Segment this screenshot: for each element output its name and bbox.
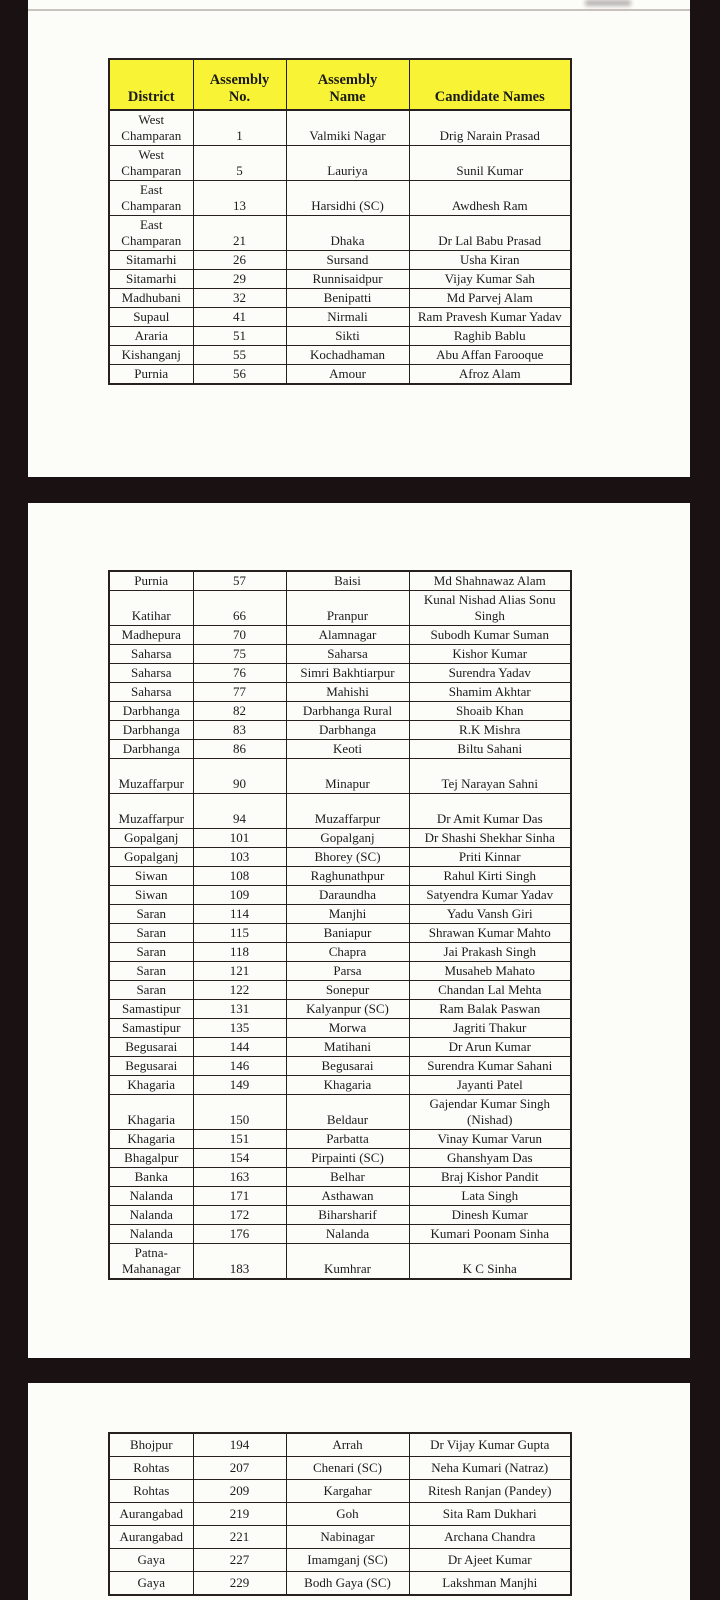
district-cell: Nalanda	[109, 1206, 193, 1225]
district-cell: Rohtas	[109, 1457, 193, 1480]
assembly-cell: Alamnagar	[286, 626, 409, 645]
no-cell: 82	[193, 702, 286, 721]
table-row	[109, 1168, 571, 1187]
assembly-cell: Parbatta	[286, 1130, 409, 1149]
assembly-cell: Raghunathpur	[286, 867, 409, 886]
assembly-cell: Lauriya	[286, 146, 409, 181]
no-cell: 101	[193, 829, 286, 848]
candidate-cell: Shoaib Khan	[409, 702, 571, 721]
no-cell: 70	[193, 626, 286, 645]
no-cell: 51	[193, 327, 286, 346]
assembly-cell: Begusarai	[286, 1057, 409, 1076]
assembly-cell: Arrah	[286, 1433, 409, 1457]
assembly-cell: Dhaka	[286, 216, 409, 251]
district-cell: Muzaffarpur	[109, 794, 193, 829]
district-cell: Saran	[109, 905, 193, 924]
district-cell: Aurangabad	[109, 1503, 193, 1526]
table-row	[109, 1019, 571, 1038]
assembly-cell: Bodh Gaya (SC)	[286, 1572, 409, 1596]
candidate-cell: Usha Kiran	[409, 251, 571, 270]
assembly-cell: Nirmali	[286, 308, 409, 327]
table-row	[109, 1457, 571, 1480]
table-row	[109, 867, 571, 886]
candidate-cell: Jagriti Thakur	[409, 1019, 571, 1038]
no-cell: 183	[193, 1244, 286, 1280]
assembly-cell: Runnisaidpur	[286, 270, 409, 289]
no-cell: 171	[193, 1187, 286, 1206]
district-cell: Muzaffarpur	[109, 759, 193, 794]
assembly-cell: Minapur	[286, 759, 409, 794]
candidate-cell: Surendra Kumar Sahani	[409, 1057, 571, 1076]
assembly-cell: Chenari (SC)	[286, 1457, 409, 1480]
table-row	[109, 1130, 571, 1149]
district-cell: Darbhanga	[109, 702, 193, 721]
assembly-cell: Kumhrar	[286, 1244, 409, 1280]
assembly-cell: Parsa	[286, 962, 409, 981]
table-row	[109, 110, 571, 146]
no-cell: 76	[193, 664, 286, 683]
no-cell: 150	[193, 1095, 286, 1130]
district-cell: Gaya	[109, 1549, 193, 1572]
candidate-cell: Dr Shashi Shekhar Sinha	[409, 829, 571, 848]
table-row	[109, 146, 571, 181]
assembly-cell: Mahishi	[286, 683, 409, 702]
candidate-cell: Lakshman Manjhi	[409, 1572, 571, 1596]
assembly-cell: Harsidhi (SC)	[286, 181, 409, 216]
candidate-cell: Awdhesh Ram	[409, 181, 571, 216]
candidate-cell: Dr Arun Kumar	[409, 1038, 571, 1057]
assembly-cell: Saharsa	[286, 645, 409, 664]
no-cell: 77	[193, 683, 286, 702]
header-assembly-no: Assembly No.	[193, 59, 286, 110]
no-cell: 94	[193, 794, 286, 829]
district-cell: Nalanda	[109, 1187, 193, 1206]
no-cell: 75	[193, 645, 286, 664]
no-cell: 121	[193, 962, 286, 981]
candidates-table-page-1	[108, 58, 572, 385]
cropped-text-fragment	[585, 0, 631, 6]
no-cell: 227	[193, 1549, 286, 1572]
no-cell: 108	[193, 867, 286, 886]
candidate-cell: Abu Affan Farooque	[409, 346, 571, 365]
no-cell: 146	[193, 1057, 286, 1076]
no-cell: 13	[193, 181, 286, 216]
candidate-cell: Sita Ram Dukhari	[409, 1503, 571, 1526]
candidate-cell: Dr Vijay Kumar Gupta	[409, 1433, 571, 1457]
table-row	[109, 1206, 571, 1225]
table-row	[109, 848, 571, 867]
assembly-cell: Goh	[286, 1503, 409, 1526]
assembly-cell: Manjhi	[286, 905, 409, 924]
assembly-cell: Keoti	[286, 740, 409, 759]
candidate-cell: Neha Kumari (Natraz)	[409, 1457, 571, 1480]
no-cell: 176	[193, 1225, 286, 1244]
candidate-cell: K C Sinha	[409, 1244, 571, 1280]
candidate-cell: Ghanshyam Das	[409, 1149, 571, 1168]
assembly-cell: Bhorey (SC)	[286, 848, 409, 867]
assembly-cell: Morwa	[286, 1019, 409, 1038]
assembly-cell: Valmiki Nagar	[286, 110, 409, 146]
no-cell: 115	[193, 924, 286, 943]
no-cell: 194	[193, 1433, 286, 1457]
document-page-3	[28, 1383, 690, 1600]
assembly-cell: Simri Bakhtiarpur	[286, 664, 409, 683]
table-row	[109, 886, 571, 905]
district-cell: Saran	[109, 962, 193, 981]
candidate-cell: Tej Narayan Sahni	[409, 759, 571, 794]
district-cell: Aurangabad	[109, 1526, 193, 1549]
assembly-cell: Pirpainti (SC)	[286, 1149, 409, 1168]
assembly-cell: Daraundha	[286, 886, 409, 905]
assembly-cell: Benipatti	[286, 289, 409, 308]
district-cell: Bhojpur	[109, 1433, 193, 1457]
candidate-cell: Dr Lal Babu Prasad	[409, 216, 571, 251]
no-cell: 219	[193, 1503, 286, 1526]
district-cell: West Champaran	[109, 146, 193, 181]
no-cell: 135	[193, 1019, 286, 1038]
assembly-cell: Kargahar	[286, 1480, 409, 1503]
district-cell: Saharsa	[109, 645, 193, 664]
candidate-cell: Ram Pravesh Kumar Yadav	[409, 308, 571, 327]
table-row	[109, 1095, 571, 1130]
table-row	[109, 216, 571, 251]
candidate-cell: Jai Prakash Singh	[409, 943, 571, 962]
district-cell: Begusarai	[109, 1038, 193, 1057]
table-row	[109, 365, 571, 385]
assembly-cell: Muzaffarpur	[286, 794, 409, 829]
assembly-cell: Sursand	[286, 251, 409, 270]
candidates-table-page-2	[108, 570, 572, 1280]
candidate-cell: Ram Balak Paswan	[409, 1000, 571, 1019]
assembly-cell: Matihani	[286, 1038, 409, 1057]
no-cell: 229	[193, 1572, 286, 1596]
candidate-cell: Vijay Kumar Sah	[409, 270, 571, 289]
no-cell: 154	[193, 1149, 286, 1168]
no-cell: 66	[193, 591, 286, 626]
table-row	[109, 1526, 571, 1549]
district-cell: Samastipur	[109, 1019, 193, 1038]
document-page-1	[28, 11, 690, 477]
table-row	[109, 270, 571, 289]
district-cell: Purnia	[109, 571, 193, 591]
candidate-cell: Priti Kinnar	[409, 848, 571, 867]
candidate-cell: Kumari Poonam Sinha	[409, 1225, 571, 1244]
no-cell: 207	[193, 1457, 286, 1480]
assembly-cell: Nalanda	[286, 1225, 409, 1244]
district-cell: Saran	[109, 981, 193, 1000]
no-cell: 144	[193, 1038, 286, 1057]
candidate-cell: Dr Amit Kumar Das	[409, 794, 571, 829]
candidate-cell: Subodh Kumar Suman	[409, 626, 571, 645]
candidate-cell: Satyendra Kumar Yadav	[409, 886, 571, 905]
no-cell: 55	[193, 346, 286, 365]
table-row	[109, 721, 571, 740]
candidate-cell: Ritesh Ranjan (Pandey)	[409, 1480, 571, 1503]
district-cell: Katihar	[109, 591, 193, 626]
no-cell: 41	[193, 308, 286, 327]
assembly-cell: Kochadhaman	[286, 346, 409, 365]
district-cell: Supaul	[109, 308, 193, 327]
district-cell: Banka	[109, 1168, 193, 1187]
district-cell: East Champaran	[109, 181, 193, 216]
table-row	[109, 981, 571, 1000]
district-cell: Rohtas	[109, 1480, 193, 1503]
table-row	[109, 962, 571, 981]
assembly-cell: Sonepur	[286, 981, 409, 1000]
table-row	[109, 759, 571, 794]
district-cell: Gopalganj	[109, 829, 193, 848]
table-row	[109, 327, 571, 346]
table-row	[109, 181, 571, 216]
no-cell: 26	[193, 251, 286, 270]
candidate-cell: Dr Ajeet Kumar	[409, 1549, 571, 1572]
table-row	[109, 1149, 571, 1168]
no-cell: 163	[193, 1168, 286, 1187]
district-cell: Patna-Mahanagar	[109, 1244, 193, 1280]
header-district: District	[109, 59, 193, 110]
table-row	[109, 308, 571, 327]
cropped-page-edge	[28, 0, 690, 11]
no-cell: 1	[193, 110, 286, 146]
no-cell: 32	[193, 289, 286, 308]
district-cell: Samastipur	[109, 1000, 193, 1019]
district-cell: Darbhanga	[109, 721, 193, 740]
district-cell: Sitamarhi	[109, 270, 193, 289]
candidate-cell: Vinay Kumar Varun	[409, 1130, 571, 1149]
candidate-cell: Braj Kishor Pandit	[409, 1168, 571, 1187]
candidate-cell: Dinesh Kumar	[409, 1206, 571, 1225]
candidate-cell: Archana Chandra	[409, 1526, 571, 1549]
candidate-cell: Raghib Bablu	[409, 327, 571, 346]
assembly-cell: Nabinagar	[286, 1526, 409, 1549]
table-row	[109, 645, 571, 664]
table-row	[109, 571, 571, 591]
table-row	[109, 664, 571, 683]
no-cell: 151	[193, 1130, 286, 1149]
table-row	[109, 1572, 571, 1596]
no-cell: 5	[193, 146, 286, 181]
candidate-cell: Kishor Kumar	[409, 645, 571, 664]
candidate-cell: Shamim Akhtar	[409, 683, 571, 702]
candidate-cell: Drig Narain Prasad	[409, 110, 571, 146]
district-cell: Begusarai	[109, 1057, 193, 1076]
candidate-cell: Jayanti Patel	[409, 1076, 571, 1095]
no-cell: 86	[193, 740, 286, 759]
table-row	[109, 829, 571, 848]
assembly-cell: Baisi	[286, 571, 409, 591]
table-row	[109, 591, 571, 626]
table-row	[109, 1057, 571, 1076]
candidate-cell: Biltu Sahani	[409, 740, 571, 759]
candidate-cell: Musaheb Mahato	[409, 962, 571, 981]
table-row	[109, 1038, 571, 1057]
table-row	[109, 1225, 571, 1244]
no-cell: 90	[193, 759, 286, 794]
table-row	[109, 1244, 571, 1280]
candidate-cell: Afroz Alam	[409, 365, 571, 385]
district-cell: Nalanda	[109, 1225, 193, 1244]
district-cell: Araria	[109, 327, 193, 346]
candidate-cell: Kunal Nishad Alias Sonu Singh	[409, 591, 571, 626]
district-cell: Siwan	[109, 886, 193, 905]
district-cell: Saran	[109, 943, 193, 962]
table-row	[109, 1076, 571, 1095]
candidate-cell: Sunil Kumar	[409, 146, 571, 181]
district-cell: Saran	[109, 924, 193, 943]
table-row	[109, 1000, 571, 1019]
candidate-cell: R.K Mishra	[409, 721, 571, 740]
table-row	[109, 1433, 571, 1457]
no-cell: 114	[193, 905, 286, 924]
table-row	[109, 1503, 571, 1526]
district-cell: Gaya	[109, 1572, 193, 1596]
assembly-cell: Imamganj (SC)	[286, 1549, 409, 1572]
assembly-cell: Pranpur	[286, 591, 409, 626]
table-row	[109, 1549, 571, 1572]
assembly-cell: Gopalganj	[286, 829, 409, 848]
no-cell: 118	[193, 943, 286, 962]
table-row	[109, 1187, 571, 1206]
table-row	[109, 251, 571, 270]
assembly-cell: Amour	[286, 365, 409, 385]
table-row	[109, 626, 571, 645]
candidate-cell: Rahul Kirti Singh	[409, 867, 571, 886]
district-cell: Saharsa	[109, 683, 193, 702]
assembly-cell: Baniapur	[286, 924, 409, 943]
district-cell: Bhagalpur	[109, 1149, 193, 1168]
district-cell: Kishanganj	[109, 346, 193, 365]
district-cell: Purnia	[109, 365, 193, 385]
table-row	[109, 943, 571, 962]
table-row	[109, 740, 571, 759]
assembly-cell: Biharsharif	[286, 1206, 409, 1225]
no-cell: 209	[193, 1480, 286, 1503]
header-candidate-names: Candidate Names	[409, 59, 571, 110]
candidate-cell: Chandan Lal Mehta	[409, 981, 571, 1000]
no-cell: 149	[193, 1076, 286, 1095]
table-row	[109, 1480, 571, 1503]
no-cell: 172	[193, 1206, 286, 1225]
assembly-cell: Asthawan	[286, 1187, 409, 1206]
district-cell: East Champaran	[109, 216, 193, 251]
no-cell: 56	[193, 365, 286, 385]
district-cell: Khagaria	[109, 1076, 193, 1095]
no-cell: 29	[193, 270, 286, 289]
candidate-cell: Shrawan Kumar Mahto	[409, 924, 571, 943]
assembly-cell: Darbhanga Rural	[286, 702, 409, 721]
table-row	[109, 683, 571, 702]
table-row	[109, 924, 571, 943]
candidate-cell: Lata Singh	[409, 1187, 571, 1206]
assembly-cell: Darbhanga	[286, 721, 409, 740]
candidate-cell: Md Parvej Alam	[409, 289, 571, 308]
assembly-cell: Belhar	[286, 1168, 409, 1187]
no-cell: 57	[193, 571, 286, 591]
assembly-cell: Sikti	[286, 327, 409, 346]
assembly-cell: Khagaria	[286, 1076, 409, 1095]
district-cell: West Champaran	[109, 110, 193, 146]
table-row	[109, 702, 571, 721]
candidate-cell: Md Shahnawaz Alam	[409, 571, 571, 591]
district-cell: Darbhanga	[109, 740, 193, 759]
district-cell: Sitamarhi	[109, 251, 193, 270]
district-cell: Siwan	[109, 867, 193, 886]
no-cell: 83	[193, 721, 286, 740]
table-row	[109, 794, 571, 829]
no-cell: 109	[193, 886, 286, 905]
no-cell: 103	[193, 848, 286, 867]
district-cell: Khagaria	[109, 1130, 193, 1149]
candidate-cell: Yadu Vansh Giri	[409, 905, 571, 924]
table-header-row	[109, 59, 571, 110]
district-cell: Gopalganj	[109, 848, 193, 867]
district-cell: Madhubani	[109, 289, 193, 308]
document-page-2	[28, 503, 690, 1358]
no-cell: 131	[193, 1000, 286, 1019]
no-cell: 21	[193, 216, 286, 251]
assembly-cell: Chapra	[286, 943, 409, 962]
header-assembly-name: Assembly Name	[286, 59, 409, 110]
table-row	[109, 346, 571, 365]
no-cell: 221	[193, 1526, 286, 1549]
candidate-cell: Surendra Yadav	[409, 664, 571, 683]
assembly-cell: Kalyanpur (SC)	[286, 1000, 409, 1019]
candidates-table-page-3	[108, 1432, 572, 1596]
table-row	[109, 289, 571, 308]
table-row	[109, 905, 571, 924]
district-cell: Saharsa	[109, 664, 193, 683]
district-cell: Madhepura	[109, 626, 193, 645]
candidate-cell: Gajendar Kumar Singh (Nishad)	[409, 1095, 571, 1130]
no-cell: 122	[193, 981, 286, 1000]
district-cell: Khagaria	[109, 1095, 193, 1130]
assembly-cell: Beldaur	[286, 1095, 409, 1130]
